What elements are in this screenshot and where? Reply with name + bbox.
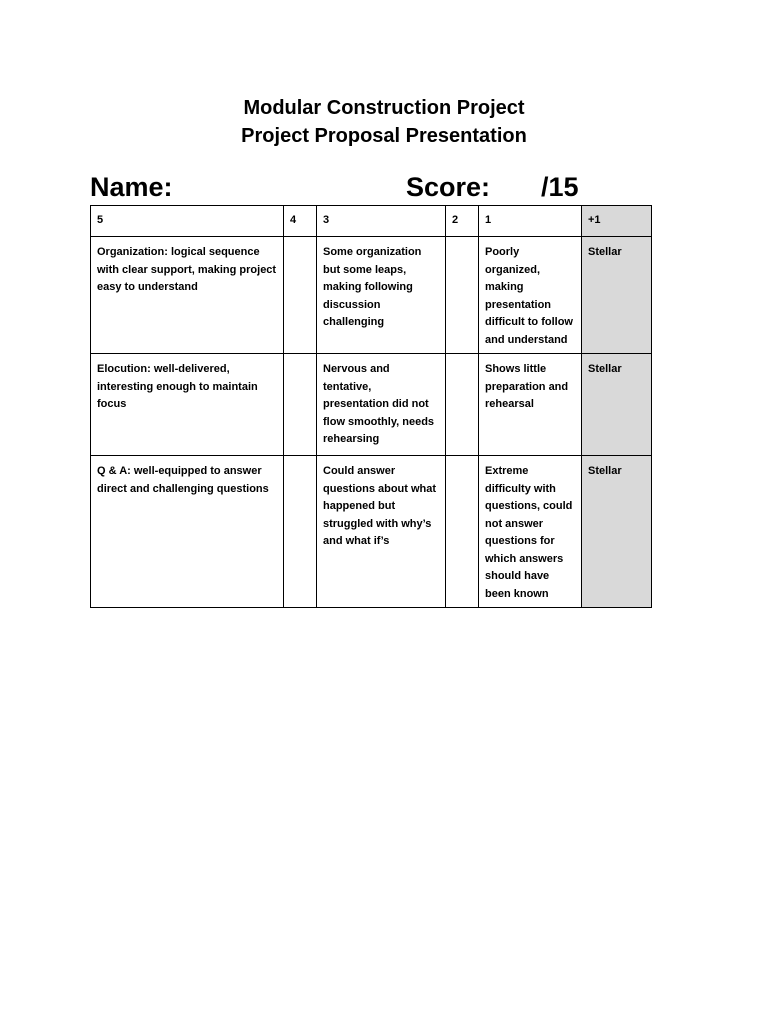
header-cell-plus1: +1 (582, 206, 652, 237)
criteria-elocution-1: Shows little preparation and rehearsal (479, 354, 582, 456)
criteria-organization-plus1: Stellar (582, 237, 652, 354)
criteria-organization-2 (446, 237, 479, 354)
table-row (91, 456, 652, 608)
criteria-qa-plus1: Stellar (582, 456, 652, 608)
criteria-elocution-3: Nervous and tentative, presentation did not flow smoothly, needs rehearsing (317, 354, 446, 456)
name-score-row (90, 168, 650, 208)
score-label: Score: (406, 172, 491, 202)
criteria-qa-1: Extreme difficulty with questions, could not answer questions for which answers should have been known (479, 456, 582, 608)
criteria-elocution-5: Elocution: well-delivered, interesting enough to maintain focus (91, 354, 284, 456)
criteria-organization-4 (284, 237, 317, 354)
header-cell-2: 2 (446, 206, 479, 237)
table-row (91, 237, 652, 354)
criteria-qa-3: Could answer questions about what happened but struggled with why’s and what if’s (317, 456, 446, 608)
criteria-qa-2 (446, 456, 479, 608)
header-cell-3: 3 (317, 206, 446, 237)
criteria-qa-4 (284, 456, 317, 608)
header-cell-4: 4 (284, 206, 317, 237)
title-line-1: Modular Construction Project (243, 97, 525, 119)
criteria-qa-5: Q & A: well-equipped to answer direct and challenging questions (91, 456, 284, 608)
score-max: /15 (541, 172, 579, 202)
table-row (91, 354, 652, 456)
criteria-elocution-plus1: Stellar (582, 354, 652, 456)
criteria-organization-5: Organization: logical sequence with clear support, making project easy to understand (91, 237, 284, 354)
header-cell-5: 5 (91, 206, 284, 237)
rubric-header-row (91, 206, 652, 237)
criteria-elocution-2 (446, 354, 479, 456)
criteria-organization-3: Some organization but some leaps, making following discussion challenging (317, 237, 446, 354)
rubric-table (90, 205, 652, 608)
name-label: Name: (90, 172, 173, 202)
title-line-2: Project Proposal Presentation (241, 125, 527, 147)
criteria-organization-1: Poorly organized, making presentation difficult to follow and understand (479, 237, 582, 354)
criteria-elocution-4 (284, 354, 317, 456)
header-cell-1: 1 (479, 206, 582, 237)
document-title (0, 94, 768, 150)
